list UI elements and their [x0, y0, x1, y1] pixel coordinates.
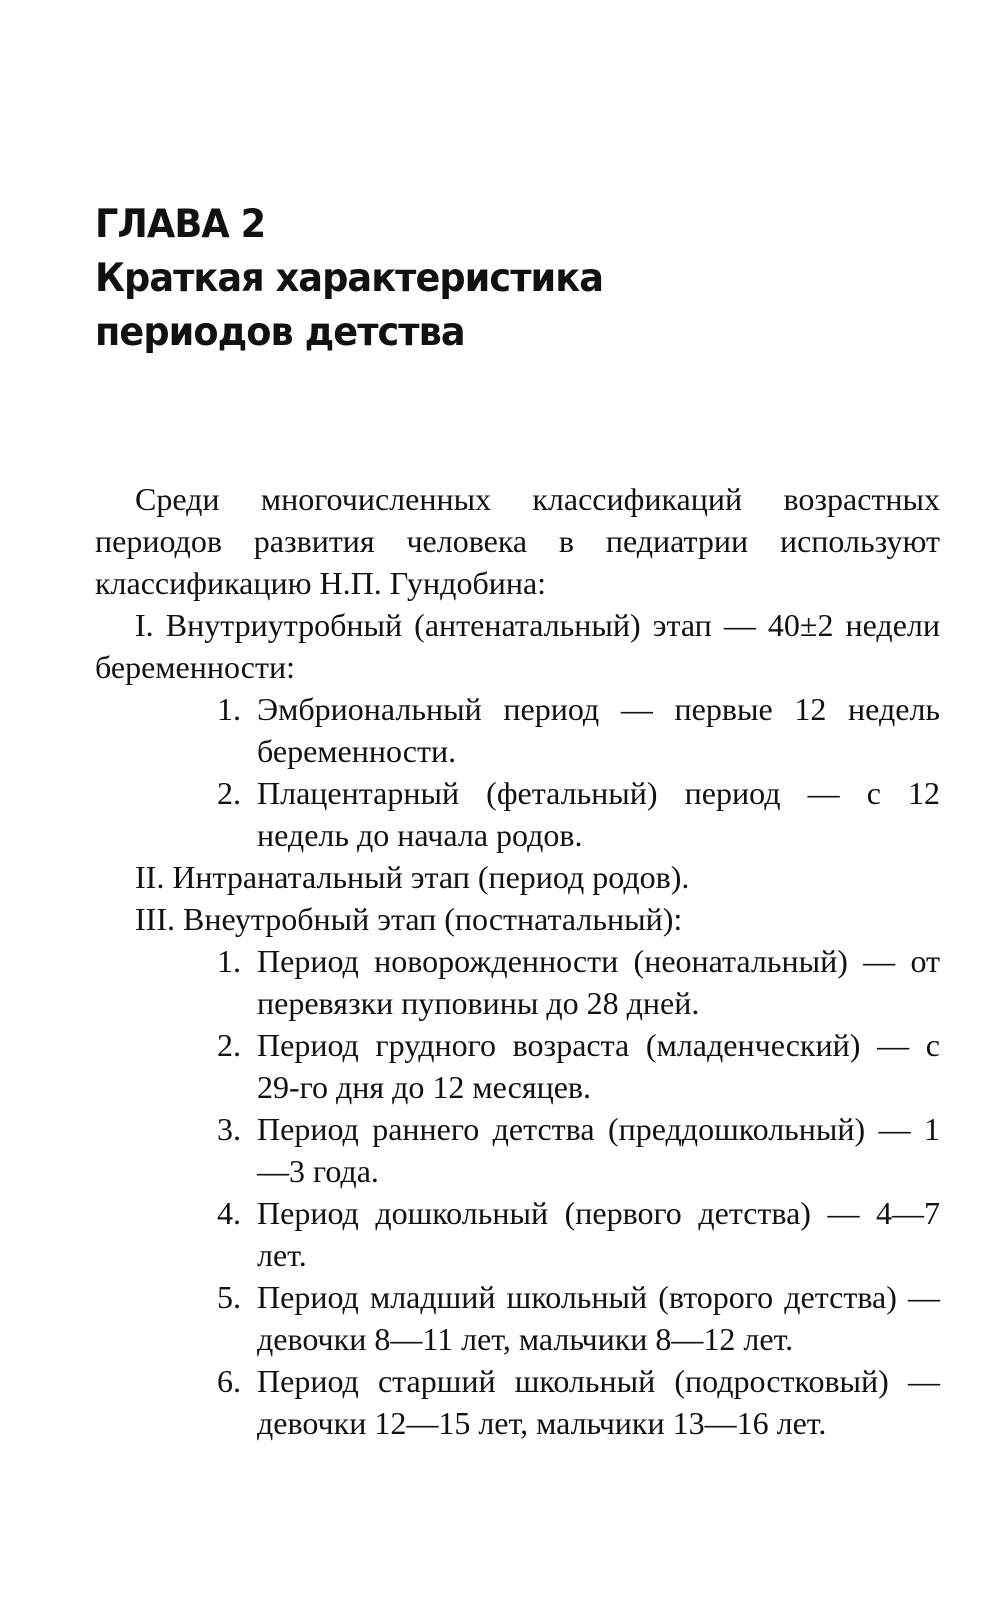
stage-number: I. — [135, 607, 154, 643]
stage-2 — [95, 856, 940, 898]
list-item-number: 1. — [217, 691, 241, 727]
list-item — [95, 772, 940, 856]
stage-text: Внеутробный этап (постнатальный): — [182, 901, 683, 937]
list-item-number: 2. — [217, 775, 241, 811]
list-item — [95, 940, 940, 1024]
stage-3 — [95, 898, 940, 940]
list-item-text: Период новорожденности (неонатальный) — от перевязки пуповины до 28 дней. — [257, 943, 940, 1021]
chapter-heading — [95, 198, 753, 360]
list-item-text: Период младший школьный (второго детства) — девочки 8—11 лет, мальчики 8—12 лет. — [257, 1279, 940, 1357]
list-item-text: Плацентарный (фетальный) период — с 12 недель до начала родов. — [257, 775, 940, 853]
chapter-body — [95, 478, 940, 1444]
chapter-title-line-2: периодов детства — [95, 310, 465, 355]
list-item — [95, 1108, 940, 1192]
stage-text: Внутриутробный (антенатальный) этап — 40±2 недели беременности: — [95, 607, 941, 685]
chapter-title-line-1: Краткая характеристика — [95, 256, 604, 301]
list-item-number: 5. — [217, 1279, 241, 1315]
list-item-text: Период дошкольный (первого детства) — 4—7 лет. — [257, 1195, 940, 1273]
intro-paragraph: Среди многочисленных классификаций возрастных периодов развития человека в педиатрии используют классификацию Н.П. Гундобина: — [95, 481, 940, 601]
list-item-number: 1. — [217, 943, 241, 979]
list-item — [95, 1276, 940, 1360]
list-item-text: Эмбриональный период — первые 12 недель беременности. — [257, 691, 940, 769]
stage-3-periods — [95, 940, 940, 1444]
list-item-text: Период раннего детства (преддошкольный) — 1—3 года. — [257, 1111, 940, 1189]
list-item — [95, 1192, 940, 1276]
list-item-number: 6. — [217, 1363, 241, 1399]
list-item — [95, 1360, 940, 1444]
stage-1 — [95, 604, 940, 688]
list-item-number: 2. — [217, 1027, 241, 1063]
list-item — [95, 688, 940, 772]
stage-1-periods — [95, 688, 940, 856]
stage-text: Интранатальный этап (период родов). — [172, 859, 690, 895]
list-item — [95, 1024, 940, 1108]
stage-number: III. — [135, 901, 175, 937]
list-item-text: Период грудного возраста (младенческий) — с 29-го дня до 12 месяцев. — [257, 1027, 940, 1105]
list-item-number: 3. — [217, 1111, 241, 1147]
list-item-text: Период старший школьный (подростковый) — девочки 12—15 лет, мальчики 13—16 лет. — [257, 1363, 940, 1441]
list-item-number: 4. — [217, 1195, 241, 1231]
stage-number: II. — [135, 859, 165, 895]
chapter-number: ГЛАВА 2 — [95, 202, 266, 247]
